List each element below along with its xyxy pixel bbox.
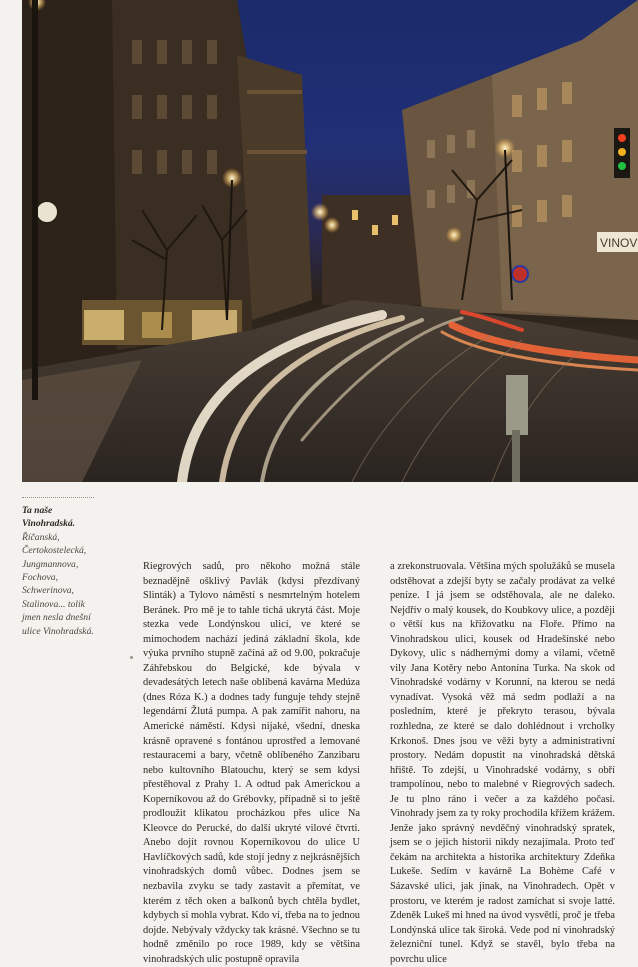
- article-paragraph-2: a zrekonstruovala. Většina mých spolužáků se musela odstěhovat a zdejší byty se začaly prodávat za velké peníze. I já jsem se odstěhovala, ale ne daleko. Nejdřív o malý kousek, do Koubkovy ulice, a později o větší kus na křižovatku na Floře. Přímo na Vinohradskou ulici, kousek od Hradešínské nebo Dykovy, ulic s nádhernými domy a vilami, včetně vily Jana Kotěry nebo Antonína Turka. Na skok od Vinohradské vodárny v Korunní, na kterou se nedá vynadívat. Vysoká věž má sedm podlaží a na posledním, které je překryto terasou, bývala rozhledna, ze které se dalo dohlédnout i vrcholky Krkonoš. Dnes jsou ve věži byty a administrativní prostory. Nedám dopustit na vinohradská dětská hřiště. To zdejší, u Vinohradské vodárny, s obří trampolínou, nebo to malebné v Riegrových sadech. Je tu plno ráno i večer a za každého počasí. Vinohrady jsem za ty roky prochodila křížem krážem. Jenže jako správný nevděčný vinohradský spratek, jsem se o jejich historii nikdy nezajímala. Proto teď čekám na architekta a historika architektury Zdeňka Lukeše. Sedím v kavárně La Bohème Café v Sázavské ulici, jak jinak, na Vinohradech. Opět v prostoru, ve kterém je radost zamíchat si svoje latté. Zdeněk Lukeš mi hned na úvod vysvětlí, proč je třeba Londýnská ulice tak široká. Vede pod ní vinohradský železniční tunel. Když se stavěl, bylo třeba na povrchu ulice: [390, 561, 615, 965]
- margin-dot: [130, 656, 133, 659]
- street-night-photo: [22, 0, 638, 482]
- shop-sign-text: VINOV: [600, 236, 638, 250]
- street-clock: [36, 201, 58, 223]
- article-column-1: [143, 560, 360, 967]
- caption-lead: Ta naše Vinohradská.: [22, 505, 76, 530]
- photo-illustration: [22, 0, 638, 482]
- article-column-2: [390, 560, 615, 967]
- photo-caption: [22, 497, 94, 638]
- bollard: [506, 375, 528, 435]
- caption-text: Říčanská, Čertokostelecká, Jungmannova, Fochova, Schwerinova, Stalinova... tolik jmen nesla dnešní ulice Vinohradská.: [22, 531, 94, 637]
- article-paragraph-1: Riegrových sadů, pro někoho možná stále beznadějně ošklivý Pavlák (kdysi přezdívaný Slinták) a Tylovo náměstí s nesmrtelným hotelem Beránek. Pro mě je to tahle tichá ukrytá část. Moje stezka vede Londýnskou ulicí, ve které se mimochodem nachází jediná základní škola, kde výuka prvního stupně začíná až od 9.00, pokračuje Záhřebskou do Belgické, kde bývala v devadesátých letech naše oblíbená kavárna Medúza (dnes Róza K.) a dodnes tady funguje tehdy stejně legendární Žlutá pumpa. A pak zamířit nahoru, na Americké náměstí. Kdysi nijaké, všední, dneska krásně opravené s fontánou uprostřed a lemované restauracemi a bary, včetně oblíbeného Zanzibaru nebo kultovního Blatouchu, který se sem kdysi přestěhoval z Prahy 1. A odtud pak Americkou a Koperníkovou až do Grébovky, případně si to ještě prodloužit klikatou procházkou přes ulice Na Kleovce do Perucké, do další ukryté vilové čtvrti. Anebo dojít rovnou Koperníkovou do ulice U Havlíčkových sadů, kde stojí jedny z nejkrásnějších vinohradských domů vůbec. Dodnes jsem se nezbavila zvyku se tady zastavit a přemítat, ve kterém z těch oken a balkonů bych chtěla bydlet, kdybych si mohla vybrat. Kdo ví, třeba na to jednou dojde. Nebývaly vždycky tak krásné. Všechno se tu hodně změnilo po roce 1989, kdy se většina vinohradských ulic postupně opravila: [143, 561, 360, 965]
